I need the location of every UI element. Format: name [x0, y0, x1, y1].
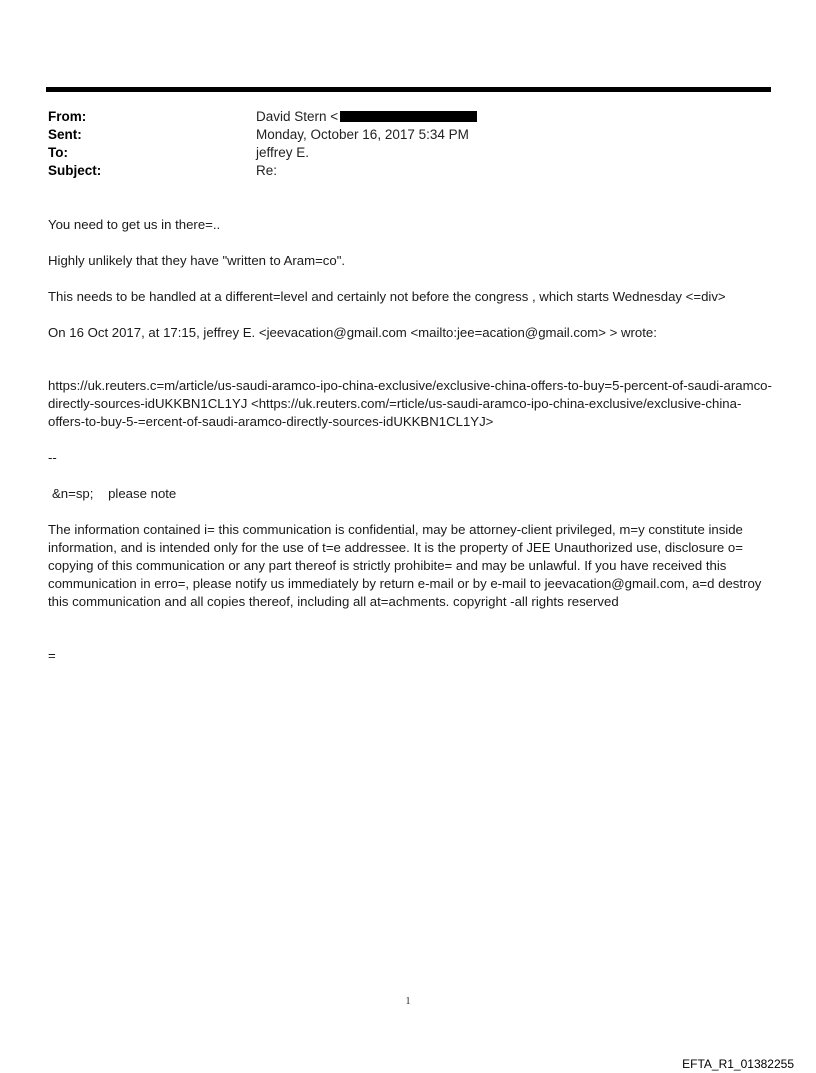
redaction-box — [340, 111, 477, 122]
trailing-mark: = — [48, 648, 56, 663]
quoted-intro: On 16 Oct 2017, at 17:15, jeffrey E. <jeevacation@gmail.com <mailto:jee=acation@gmail.com> > wrote: — [48, 325, 657, 340]
subject-value: Re: — [256, 163, 278, 178]
confidentiality-disclaimer: The information contained i= this communication is confidential, may be attorney-client privileged, m=y constitute inside information, and is intended only for the use of t=e addressee. It is the property of JEE Unauthorized use, disclosure o= copying of this communication or any part thereof is strictly prohibite= and may be unlawful. If you have received this communication in erro=, please notify us immediately by return e-mail or by e-mail to jeevacation@gmail.com, a=d destroy this communication and all copies thereof, including all at=achments. copyright -all rights reserved — [48, 522, 762, 609]
to-label: To: — [48, 145, 68, 160]
document-id: EFTA_R1_01382255 — [682, 1057, 794, 1071]
from-label: From: — [48, 109, 87, 124]
to-value: jeffrey E. — [256, 145, 310, 160]
subject-label: Subject: — [48, 163, 102, 178]
sent-row — [48, 126, 768, 144]
subject-row — [48, 162, 768, 180]
please-note: &n=sp; please note — [52, 486, 177, 501]
body-line-1: You need to get us in there=.. — [48, 217, 221, 232]
to-row — [48, 144, 768, 162]
page-number: 1 — [405, 996, 411, 1007]
article-link[interactable]: https://uk.reuters.c=m/article/us-saudi-aramco-ipo-china-exclusive/exclusive-china-offers-to-buy=5-percent-of-saudi-aramco-directly-sources-idUKKBN1CL1YJ <https://uk.reuters.com/=rticle/us-saudi-aramco-ipo-china-exclusive/exclusive-china-offers-to-buy-5-=ercent-of-saudi-aramco-directly-sources-idUKKBN1CL1YJ> — [48, 378, 772, 429]
body-line-2: Highly unlikely that they have "written to Aram=co". — [48, 253, 346, 268]
from-sender: David Stern < — [256, 109, 339, 124]
sent-label: Sent: — [48, 127, 82, 142]
from-value — [256, 108, 477, 126]
from-row — [48, 108, 768, 126]
header-divider — [46, 87, 771, 92]
signature-separator: -- — [48, 450, 57, 465]
email-header — [48, 108, 768, 180]
sent-value: Monday, October 16, 2017 5:34 PM — [256, 127, 469, 142]
body-line-3: This needs to be handled at a different=level and certainly not before the congress , which starts Wednesday <=div> — [48, 289, 726, 304]
